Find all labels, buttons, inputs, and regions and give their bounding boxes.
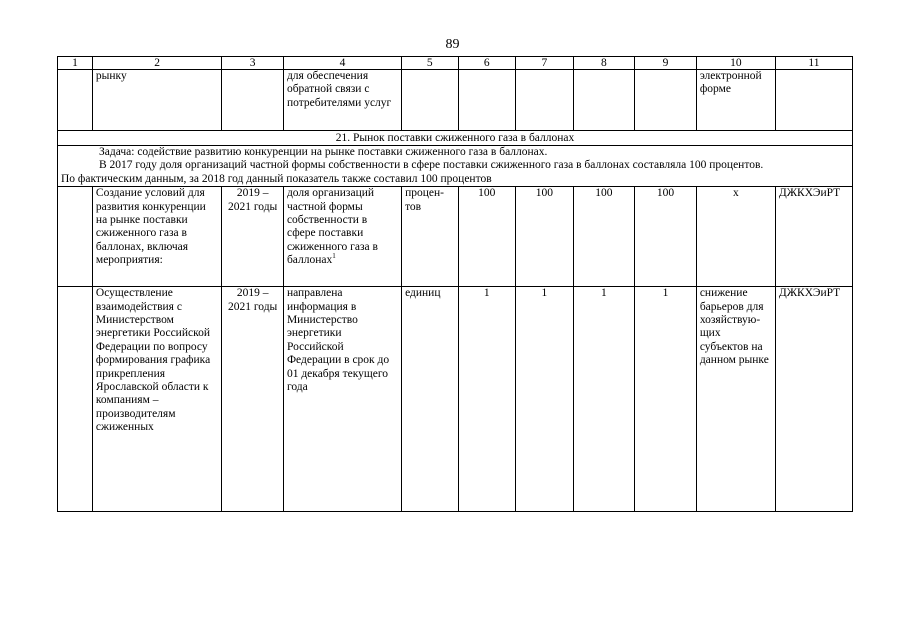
measure-name-cell: Создание условий для развития конкуренции на рынке поставки сжиженного газа в баллонах, включая мероприятия:	[92, 187, 221, 287]
column-number: 8	[573, 57, 635, 70]
task-row	[58, 146, 853, 187]
value-2019-cell: 1	[516, 287, 574, 512]
responsible-cell: ДЖКХЭиРТ	[775, 287, 852, 512]
measure-name-cell: рынку	[92, 70, 221, 131]
value-2021-cell: 100	[635, 187, 697, 287]
continuation-row	[58, 70, 853, 131]
column-number: 10	[696, 57, 775, 70]
table-cell	[222, 70, 284, 131]
table-cell	[516, 70, 574, 131]
section-row	[58, 131, 853, 146]
section-title: 21. Рынок поставки сжиженного газа в баллонах	[58, 131, 853, 146]
footnote-mark: 1	[332, 252, 336, 261]
task-cell	[58, 146, 853, 187]
task-line: В 2017 году доля организаций частной формы собственности в сфере поставки сжиженного газа в баллонах составляла 100 процентов.	[99, 159, 764, 172]
responsible-cell: ДЖКХЭиРТ	[775, 187, 852, 287]
table-cell	[58, 187, 93, 287]
table-cell	[458, 70, 516, 131]
column-number: 2	[92, 57, 221, 70]
table-cell	[635, 70, 697, 131]
column-number: 7	[516, 57, 574, 70]
column-number: 11	[775, 57, 852, 70]
column-number: 1	[58, 57, 93, 70]
indicator-cell: для обеспечения обратной связи с потребителями услуг	[283, 70, 401, 131]
table-cell	[573, 70, 635, 131]
result-cell: электронной форме	[696, 70, 775, 131]
table-cell	[402, 70, 458, 131]
task-line: Задача: содействие развитию конкуренции на рынке поставки сжиженного газа в баллонах.	[99, 146, 548, 158]
result-cell: снижение барьеров для хозяйствую- щих субъектов на данном рынке	[696, 287, 775, 512]
measures-table	[57, 56, 853, 512]
value-2019-cell: 100	[516, 187, 574, 287]
indicator-cell: направлена информация в Министерство энергетики Российской Федерации в срок до 01 декабря текущего года	[283, 287, 401, 512]
table-cell	[58, 287, 93, 512]
column-number: 5	[402, 57, 458, 70]
column-number: 9	[635, 57, 697, 70]
value-2020-cell: 100	[573, 187, 635, 287]
result-cell: х	[696, 187, 775, 287]
column-number: 4	[283, 57, 401, 70]
table-cell	[775, 70, 852, 131]
value-2018-cell: 1	[458, 287, 516, 512]
column-numbers-row	[58, 57, 853, 70]
value-2021-cell: 1	[635, 287, 697, 512]
table-row	[58, 287, 853, 512]
value-2020-cell: 1	[573, 287, 635, 512]
measure-name-cell: Осуществление взаимодействия с Министерством энергетики Российской Федерации по вопросу формирования графика прикрепления Ярославской области к компаниям – производителям сжиженных	[92, 287, 221, 512]
indicator-text: доля организаций частной формы собственности в сфере поставки сжиженного газа в баллонах	[286, 187, 378, 267]
unit-cell: процен- тов	[402, 187, 458, 287]
period-cell: 2019 – 2021 годы	[222, 187, 284, 287]
column-number: 6	[458, 57, 516, 70]
table-row	[58, 187, 853, 287]
page-number: 89	[445, 37, 460, 52]
table-cell	[58, 70, 93, 131]
period-cell: 2019 – 2021 годы	[222, 287, 284, 512]
task-line: По фактическим данным, за 2018 год данный показатель также составил 100 процентов	[61, 172, 492, 185]
column-number: 3	[222, 57, 284, 70]
unit-cell: единиц	[402, 287, 458, 512]
indicator-cell	[283, 187, 401, 287]
value-2018-cell: 100	[458, 187, 516, 287]
